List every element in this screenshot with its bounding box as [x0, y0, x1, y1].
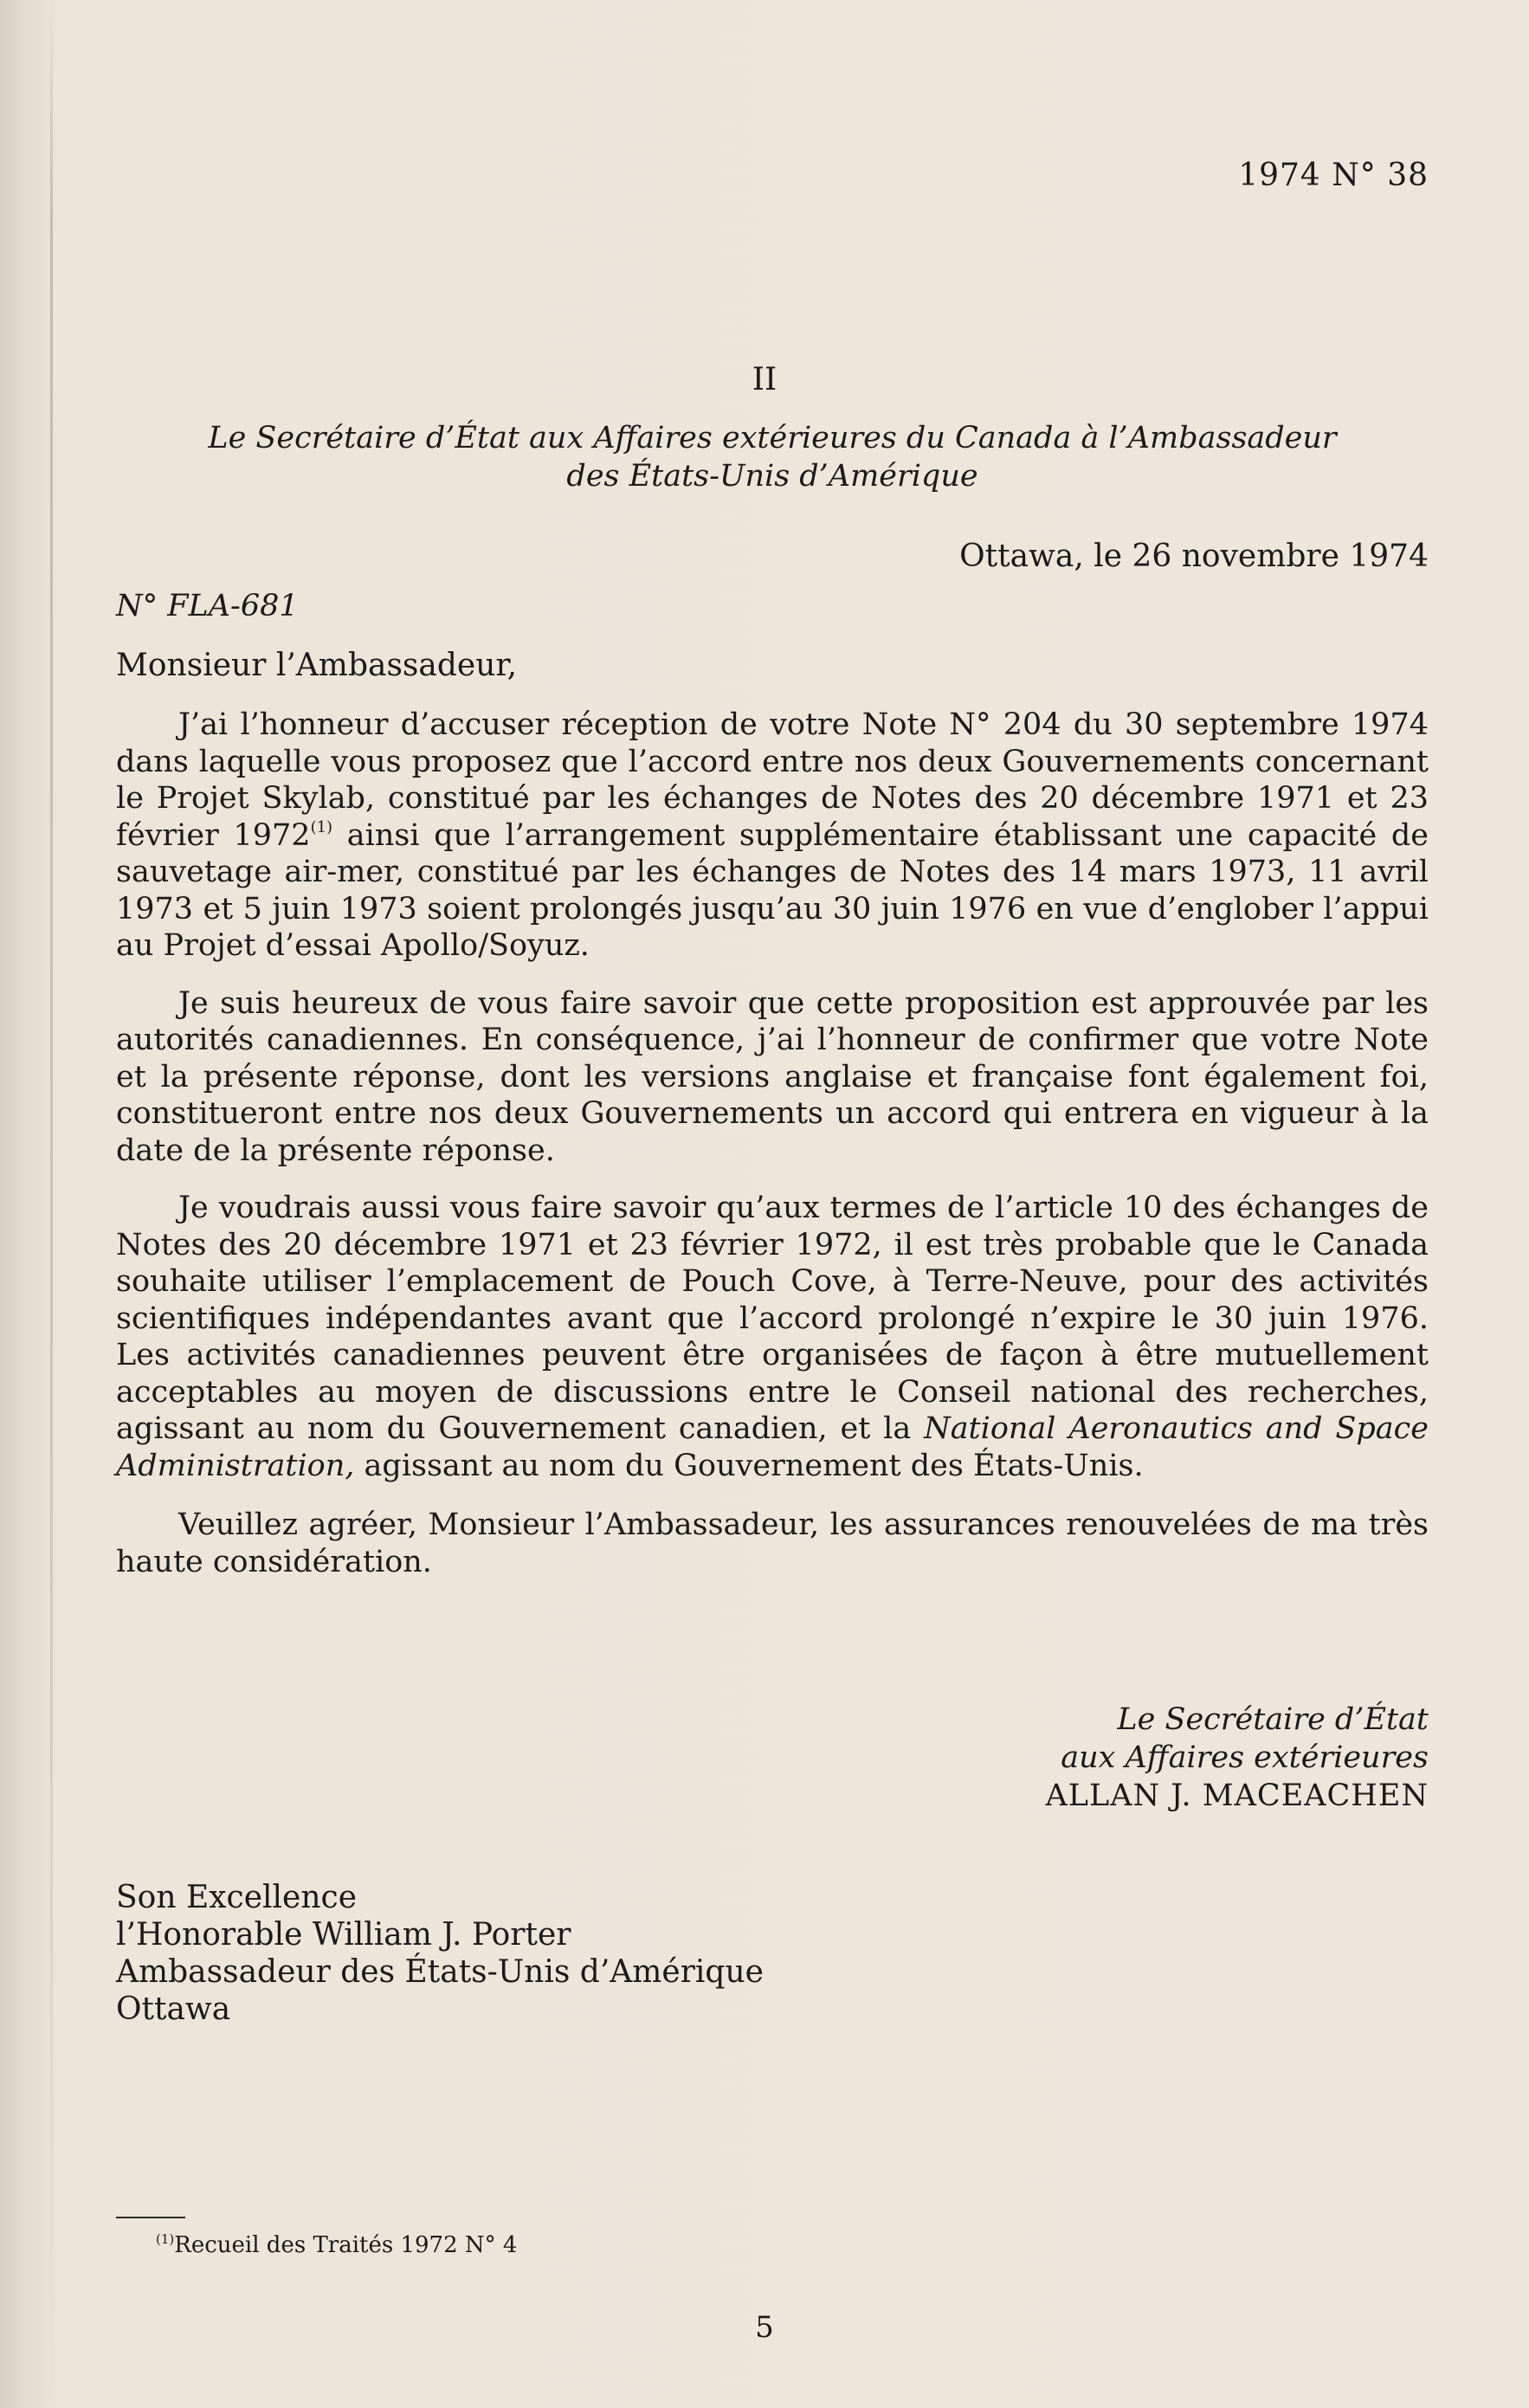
signatory-name: ALLAN J. MACEACHEN: [1045, 1779, 1429, 1813]
addressee-line-4: Ottawa: [116, 1992, 231, 2027]
footnote-divider: [116, 2217, 185, 2218]
paragraph-3-part-a: Je voudrais aussi vous faire savoir qu’aux termes de l’article 10 des échanges de Notes des 20 décembre 1971 et 23 février 1972, il est très probable que le Canada souhaite utiliser l’emplacement de Pouch Cove, à Terre-Neuve, pour des activités scientifiques indépendantes avant que l’accord prolongé n’expire le 30 juin 1976. Les activités canadiennes peuvent être organisées de façon à être mutuellement acceptables au moyen de discussions entre le Conseil national des recherches, agissant au nom du Gouvernement canadien, et la: [116, 1191, 1429, 1446]
paragraph-1-part-b: ainsi que l’arrangement supplémentaire établissant une capacité de sauvetage air-mer, constitué par les échanges de Notes des 14 mars 1973, 11 avril 1973 et 5 juin 1973 soient prolongés jusqu’au 30 juin 1976 en vue d’englober l’appui au Projet d’essai Apollo/Soyuz.: [116, 817, 1429, 963]
letter-body: [116, 707, 1429, 1601]
heading-line-1: Le Secrétaire d’État aux Affaires extérieures du Canada à l’Ambassadeur: [208, 421, 1337, 455]
addressee-block: [116, 1879, 764, 2028]
note-reference: N° FLA-681: [116, 589, 299, 623]
paragraph-3-part-b: agissant au nom du Gouvernement des États-Unis.: [354, 1448, 1144, 1483]
page-number: 5: [755, 2310, 774, 2345]
signature-block: [1045, 1701, 1429, 1815]
letter-heading: [116, 419, 1429, 495]
treaty-series-reference: 1974 N° 38: [1238, 158, 1429, 193]
paragraph-2: Je suis heureux de vous faire savoir que cette proposition est approuvée par les autorités canadiennes. En conséquence, j’ai l’honneur de confirmer que votre Note et la présente réponse, dont les versions anglaise et française font également foi, constitueront entre nos deux Gouvernements un accord qui entrera en vigueur à la date de la présente réponse.: [116, 985, 1429, 1168]
paragraph-4: Veuillez agréer, Monsieur l’Ambassadeur, les assurances renouvelées de ma très haute considération.: [116, 1507, 1429, 1579]
paragraph-1-part-a: J’ai l’honneur d’accuser réception de votre Note N° 204 du 30 septembre 1974 dans laquelle vous proposez que l’accord entre nos deux Gouvernements concernant le Projet Skylab, constitué par les échanges de Notes des 20 décembre 1971 et 23 février 1972: [116, 707, 1429, 853]
letter-date: Ottawa, le 26 novembre 1974: [959, 539, 1429, 574]
nasa-name: National Aeronautics and Space Administration,: [116, 1411, 1429, 1483]
signature-title-1: Le Secrétaire d’État: [1117, 1702, 1429, 1737]
footnote-marker-bottom: (1): [156, 2231, 175, 2247]
salutation: Monsieur l’Ambassadeur,: [116, 648, 518, 683]
footnote-text: Recueil des Traités 1972 N° 4: [174, 2232, 518, 2258]
addressee-line-3: Ambassadeur des États-Unis d’Amérique: [116, 1954, 764, 1990]
section-number: II: [752, 362, 777, 397]
paragraph-1: [116, 707, 1429, 965]
paragraph-3: [116, 1190, 1429, 1484]
footnote-marker: (1): [310, 817, 333, 836]
addressee-line-2: l’Honorable William J. Porter: [116, 1917, 571, 1953]
signature-title-2: aux Affaires extérieures: [1061, 1740, 1429, 1775]
addressee-line-1: Son Excellence: [116, 1880, 357, 1915]
heading-line-2: des États-Unis d’Amérique: [566, 459, 978, 494]
footnote: [156, 2232, 517, 2258]
